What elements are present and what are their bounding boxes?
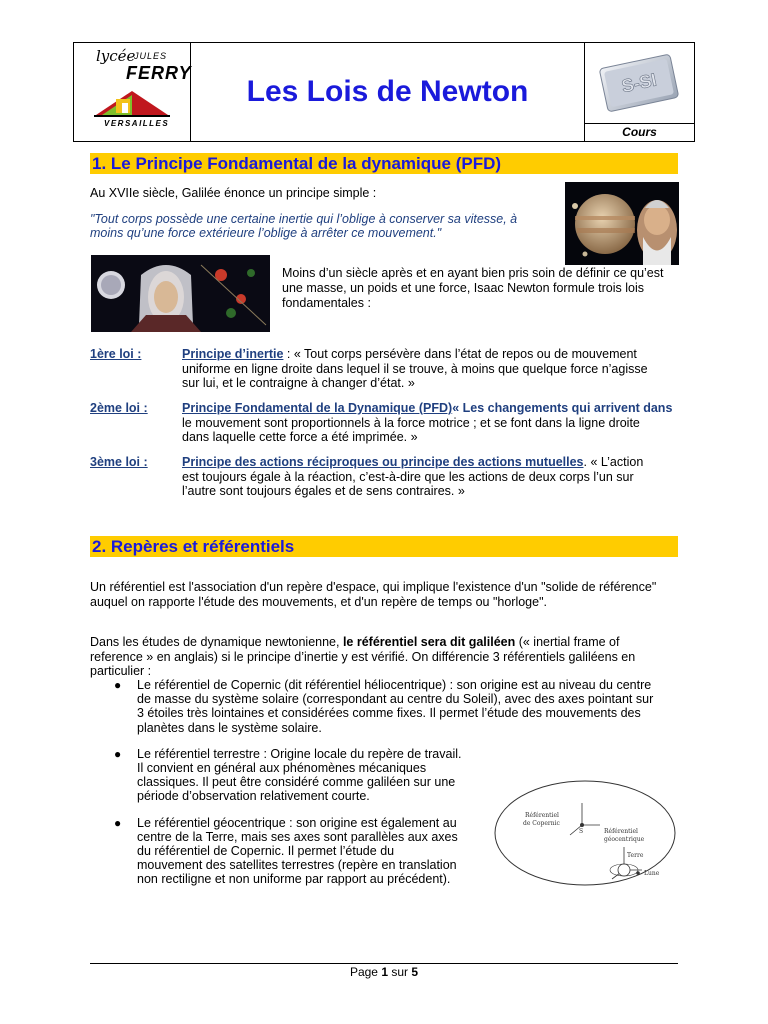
galilee-quote-line1: "Tout corps possède une certaine inertie qui l’oblige à conserver sa vitesse, à bbox=[90, 212, 518, 226]
law2-name: Principe Fondamental de la Dynamique (PFD) bbox=[182, 401, 453, 415]
law3-name: Principe des actions réciproques ou principe des actions mutuelles bbox=[182, 455, 584, 469]
bullet2-line1: Le référentiel terrestre : Origine locale du repère de travail. bbox=[137, 747, 462, 761]
section1-heading: 1. Le Principe Fondamental de la dynamique (PFD) bbox=[90, 153, 678, 174]
footer-page-number: 1 bbox=[381, 965, 388, 979]
law2-line3: dans laquelle cette force a été imprimée. » bbox=[182, 430, 418, 444]
ssi-badge-icon bbox=[595, 49, 683, 117]
bullet3-line3: du référentiel de Copernic. Il permet l’étude du bbox=[137, 844, 395, 858]
ssi-badge-cell bbox=[585, 43, 694, 124]
newton-text-line3: fondamentales : bbox=[282, 296, 371, 310]
law3-line3: l’autre sont toujours égales et de sens contraires. » bbox=[182, 484, 465, 498]
bullet-icon: ● bbox=[114, 678, 122, 692]
referentiel-def-line2: auquel on rapporte l'étude des mouvements, et d'un repère de temps ou "horloge". bbox=[90, 595, 547, 609]
bullet3-line1: Le référentiel géocentrique : son origine est également au bbox=[137, 816, 457, 830]
footer-page-total: 5 bbox=[411, 965, 419, 979]
bullet1-line4: planètes dans le système solaire. bbox=[137, 721, 322, 735]
bullet2-line4: période d’observation relativement courte. bbox=[137, 789, 370, 803]
newton-text-line2: une masse, un poids et une force, Isaac Newton formule trois lois bbox=[282, 281, 644, 295]
law2-label: 2ème loi : bbox=[90, 401, 148, 415]
bullet-icon: ● bbox=[114, 747, 122, 761]
reference-frames-diagram bbox=[490, 775, 680, 893]
law3-line1: . « L’action bbox=[583, 455, 644, 469]
law2-line2: le mouvement sont proportionnels à la force motrice ; et se font dans la ligne droite bbox=[182, 415, 640, 430]
ssi-badge-text: S-SI bbox=[619, 69, 659, 97]
doc-type-label: Cours bbox=[622, 125, 657, 139]
bullet1-line2: de masse du système solaire (correspondant au centre du Soleil), avec des axes pointant sur bbox=[137, 692, 654, 706]
title-cell bbox=[191, 43, 585, 141]
diagram-label-copernic-2: de Copernic bbox=[523, 820, 560, 827]
galileen-line1 bbox=[90, 635, 619, 650]
law1-line1: : « Tout corps persévère dans l’état de repos ou de mouvement bbox=[283, 347, 637, 361]
diagram-label-geo-1: Référentiel bbox=[604, 828, 638, 835]
galileen-line3: particulier : bbox=[90, 664, 152, 678]
law3-label: 3ème loi : bbox=[90, 455, 148, 469]
law1-name: Principe d’inertie bbox=[182, 347, 284, 361]
newton-image bbox=[91, 255, 270, 332]
bullet3-line4: mouvement des satellites terrestres (repère en translation bbox=[137, 858, 457, 872]
footer-page-prefix: Page bbox=[349, 965, 382, 979]
diagram-label-moon: Lune bbox=[644, 870, 660, 877]
galileen-line1-c: (« inertial frame of bbox=[515, 635, 620, 649]
diagram-label-geo-2: géocentrique bbox=[604, 836, 645, 843]
section2-heading: 2. Repères et référentiels bbox=[90, 536, 678, 557]
school-logo bbox=[74, 43, 191, 141]
logo-jules: JULES bbox=[134, 51, 168, 61]
diagram-label-sun: S bbox=[579, 828, 584, 835]
logo-ferry: FERRY bbox=[126, 63, 192, 83]
logo-lycee: lycée bbox=[96, 47, 136, 65]
bullet1-line1: Le référentiel de Copernic (dit référentiel héliocentrique) : son origine est au niveau du centre bbox=[137, 678, 652, 692]
galileen-line2: reference » en anglais) si le principe d’inertie y est vérifié. On différencie 3 référentiels galiléens en bbox=[90, 650, 636, 664]
law1-text bbox=[182, 347, 680, 391]
diagram-label-copernic-1: Référentiel bbox=[525, 812, 559, 819]
bullet-icon: ● bbox=[114, 816, 122, 830]
bullet3-line2: centre de la Terre, mais ses axes sont parallèles aux axes bbox=[137, 830, 458, 844]
footer-rule bbox=[90, 963, 678, 964]
page-title: Les Lois de Newton bbox=[246, 75, 529, 108]
law3-text bbox=[182, 455, 680, 499]
law1-line3: sur lui, et le contraigne à changer d’état. » bbox=[182, 376, 415, 390]
logo-versailles: VERSAILLES bbox=[104, 119, 170, 128]
galileen-line1-a: Dans les études de dynamique newtonienne, bbox=[90, 635, 343, 649]
bullet2-line2: Il convient en général aux phénomènes mécaniques bbox=[137, 761, 427, 775]
page-footer bbox=[0, 965, 768, 979]
header-table bbox=[73, 42, 695, 142]
newton-text-line1: Moins d’un siècle après et en ayant bien pris soin de définir ce qu’est bbox=[282, 266, 664, 280]
law1-label: 1ère loi : bbox=[90, 347, 142, 361]
law3-line2: est toujours égale à la réaction, c’est-à-dire que les actions de deux corps l’un sur bbox=[182, 469, 634, 484]
footer-page-mid: sur bbox=[388, 965, 412, 979]
bullet2-line3: classiques. Il peut être considéré comme galiléen sur une bbox=[137, 775, 456, 789]
diagram-label-earth: Terre bbox=[627, 852, 644, 859]
law2-line1: « Les changements qui arrivent dans bbox=[452, 401, 673, 415]
galilee-intro: Au XVIIe siècle, Galilée énonce un principe simple : bbox=[90, 186, 377, 200]
galileo-jupiter-image bbox=[565, 182, 679, 265]
bullet1-line3: 3 étoiles très lointaines et considérées comme fixes. Il permet l’étude des mouvements des bbox=[137, 706, 641, 720]
law2-text bbox=[182, 401, 680, 445]
law1-line2: uniforme en ligne droite dans lequel il se trouve, à moins que quelque force n’agisse bbox=[182, 361, 648, 376]
header-right-cell bbox=[585, 43, 694, 141]
galilee-quote-line2: moins qu’une force extérieure l’oblige à arrêter ce mouvement." bbox=[90, 226, 442, 240]
galileen-line1-b: le référentiel sera dit galiléen bbox=[342, 635, 516, 649]
logo-emblem-icon bbox=[92, 81, 172, 119]
bullet3-line5: non rectiligne et non uniforme par rapport au précédent). bbox=[137, 872, 451, 886]
referentiel-def-line1: Un référentiel est l'association d'un repère d'espace, qui implique l'existence d'un "solide de référence" bbox=[90, 580, 657, 594]
